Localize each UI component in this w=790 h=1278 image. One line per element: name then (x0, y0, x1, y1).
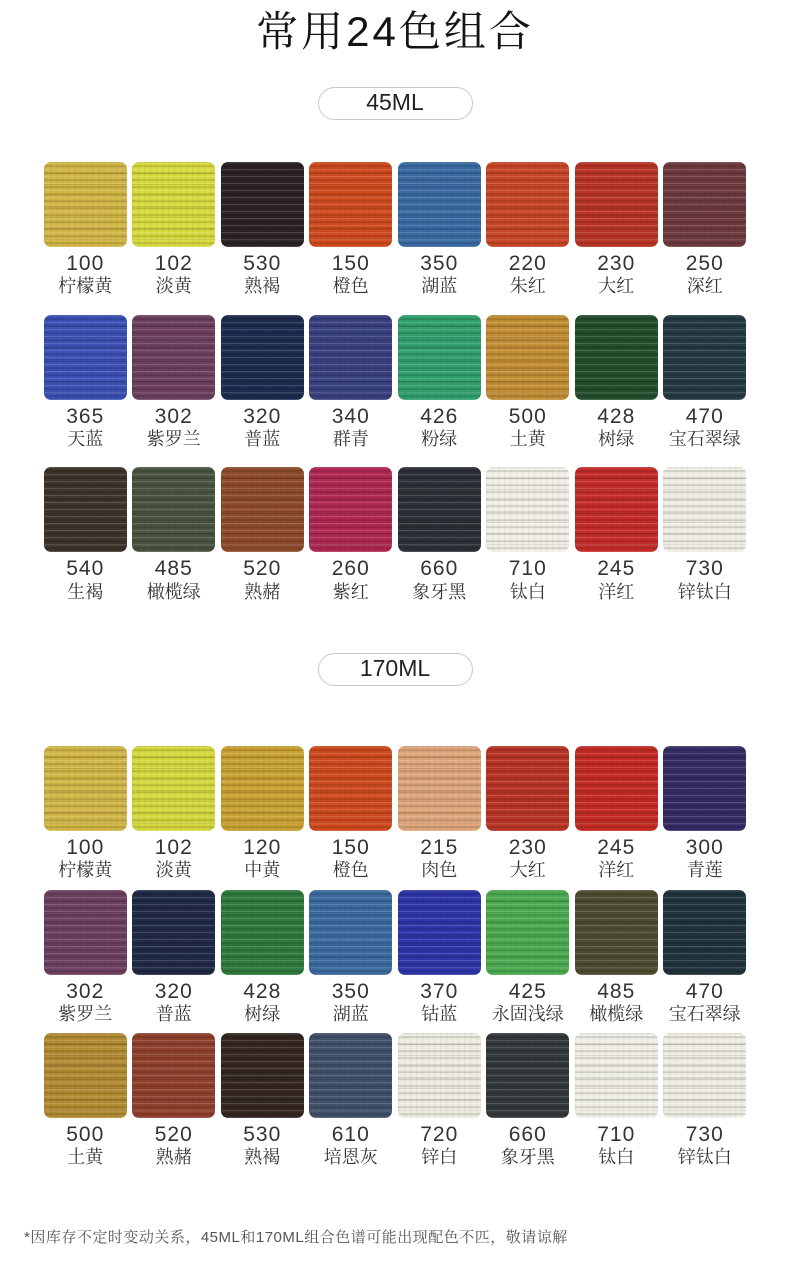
swatch-name: 宝石翠绿 (668, 1003, 741, 1024)
paint-swatch (132, 890, 215, 975)
swatch-row (41, 162, 749, 298)
swatch-row (41, 315, 749, 451)
paint-swatch (309, 315, 392, 400)
swatch-cell (307, 315, 396, 451)
paint-swatch (398, 467, 481, 552)
paint-swatch (398, 162, 481, 247)
paint-swatch (663, 315, 746, 400)
swatch-code: 425 (508, 979, 547, 1003)
swatch-name: 中黄 (244, 860, 281, 881)
paint-swatch (486, 467, 569, 552)
swatch-name: 大红 (509, 860, 546, 881)
swatch-code: 485 (154, 557, 193, 581)
swatch-cell (484, 746, 573, 882)
swatch-cell (41, 315, 130, 451)
swatch-cell (661, 746, 750, 882)
swatch-row (41, 1033, 749, 1169)
swatch-cell (218, 746, 307, 882)
paint-swatch (663, 467, 746, 552)
swatch-name: 湖蓝 (421, 276, 458, 297)
page-title: 常用24色组合 (256, 8, 534, 55)
swatch-name: 土黄 (67, 1147, 104, 1168)
swatch-name: 橙色 (332, 860, 369, 881)
paint-swatch (663, 890, 746, 975)
swatch-name: 洋红 (598, 581, 635, 602)
paint-swatch (44, 162, 127, 247)
swatch-name: 青莲 (686, 860, 723, 881)
swatch-code: 428 (597, 404, 636, 428)
swatch-name: 淡黄 (155, 276, 192, 297)
swatch-cell (395, 1033, 484, 1169)
swatch-cell (307, 890, 396, 1026)
paint-swatch (398, 746, 481, 831)
paint-swatch (486, 890, 569, 975)
swatch-code: 250 (685, 252, 724, 276)
swatch-cell (484, 162, 573, 298)
swatch-code: 530 (243, 1123, 282, 1147)
swatch-name: 橄榄绿 (146, 581, 201, 602)
paint-swatch (221, 746, 304, 831)
swatch-code: 730 (685, 557, 724, 581)
swatch-name: 熟赭 (155, 1147, 192, 1168)
swatch-cell (41, 162, 130, 298)
swatch-name: 粉绿 (421, 428, 458, 449)
swatch-cell (572, 890, 661, 1026)
swatch-cell (484, 315, 573, 451)
swatch-code: 245 (597, 836, 636, 860)
swatch-cell (41, 890, 130, 1026)
paint-swatch (398, 1033, 481, 1118)
swatch-code: 500 (508, 404, 547, 428)
swatch-cell (395, 890, 484, 1026)
swatch-name: 柠檬黄 (58, 276, 113, 297)
swatch-code: 220 (508, 252, 547, 276)
swatch-cell (395, 467, 484, 603)
swatch-code: 260 (331, 557, 370, 581)
swatch-name: 朱红 (509, 276, 546, 297)
swatch-code: 302 (154, 404, 193, 428)
swatch-cell (572, 746, 661, 882)
paint-swatch (486, 746, 569, 831)
paint-swatch (663, 1033, 746, 1118)
swatch-name: 钛白 (598, 1147, 635, 1168)
paint-swatch (132, 746, 215, 831)
swatch-name: 象牙黑 (412, 581, 467, 602)
swatch-code: 320 (243, 404, 282, 428)
paint-swatch (398, 315, 481, 400)
swatch-code: 300 (685, 836, 724, 860)
swatch-code: 660 (420, 557, 459, 581)
swatch-cell (130, 746, 219, 882)
swatch-cell (130, 467, 219, 603)
swatch-cell (661, 315, 750, 451)
swatch-cell (661, 162, 750, 298)
swatch-name: 天蓝 (67, 428, 104, 449)
paint-swatch (44, 1033, 127, 1118)
swatch-name: 钴蓝 (421, 1003, 458, 1024)
swatch-cell (41, 746, 130, 882)
swatch-name: 熟褐 (244, 1147, 281, 1168)
swatch-code: 500 (66, 1123, 105, 1147)
swatch-name: 熟褐 (244, 276, 281, 297)
swatch-cell (661, 1033, 750, 1169)
swatch-code: 350 (331, 979, 370, 1003)
paint-swatch (309, 1033, 392, 1118)
paint-swatch (44, 890, 127, 975)
paint-swatch (309, 890, 392, 975)
swatch-code: 520 (154, 1123, 193, 1147)
swatch-code: 245 (597, 557, 636, 581)
swatch-code: 428 (243, 979, 282, 1003)
swatch-code: 150 (331, 836, 370, 860)
swatch-cell (130, 162, 219, 298)
swatch-cell (395, 315, 484, 451)
paint-swatch (221, 467, 304, 552)
paint-swatch (132, 315, 215, 400)
swatch-code: 370 (420, 979, 459, 1003)
paint-swatch (132, 162, 215, 247)
paint-swatch (44, 467, 127, 552)
swatch-name: 橙色 (332, 276, 369, 297)
swatch-code: 102 (154, 252, 193, 276)
swatch-code: 100 (66, 252, 105, 276)
swatch-name: 土黄 (509, 428, 546, 449)
swatch-name: 肉色 (421, 860, 458, 881)
paint-swatch (486, 315, 569, 400)
swatch-cell (484, 467, 573, 603)
swatch-code: 102 (154, 836, 193, 860)
swatch-code: 215 (420, 836, 459, 860)
swatch-cell (395, 162, 484, 298)
swatch-code: 470 (685, 404, 724, 428)
paint-swatch (398, 890, 481, 975)
paint-swatch (663, 162, 746, 247)
swatch-code: 426 (420, 404, 459, 428)
paint-swatch (221, 890, 304, 975)
paint-swatch (221, 315, 304, 400)
swatch-cell (572, 315, 661, 451)
swatch-cell (218, 890, 307, 1026)
swatch-cell (307, 746, 396, 882)
swatch-cell (218, 315, 307, 451)
swatch-code: 470 (685, 979, 724, 1003)
swatch-code: 485 (597, 979, 636, 1003)
swatch-name: 锌白 (421, 1147, 458, 1168)
swatch-cell (484, 1033, 573, 1169)
swatch-name: 树绿 (598, 428, 635, 449)
swatch-code: 230 (597, 252, 636, 276)
size-badge-wrap-45ml (0, 87, 790, 120)
paint-swatch (132, 1033, 215, 1118)
swatch-cell (395, 746, 484, 882)
paint-swatch (221, 162, 304, 247)
paint-swatch (575, 467, 658, 552)
swatch-name: 大红 (598, 276, 635, 297)
swatch-code: 720 (420, 1123, 459, 1147)
swatch-name: 紫红 (332, 581, 369, 602)
swatch-cell (572, 162, 661, 298)
swatch-code: 530 (243, 252, 282, 276)
swatch-name: 紫罗兰 (146, 428, 201, 449)
swatch-code: 610 (331, 1123, 370, 1147)
swatch-cell (41, 1033, 130, 1169)
size-badge-170ml: 170ML (318, 653, 473, 686)
paint-swatch (575, 890, 658, 975)
paint-swatch (44, 746, 127, 831)
paint-swatch (663, 746, 746, 831)
swatch-name: 柠檬黄 (58, 860, 113, 881)
swatch-row (41, 467, 749, 603)
swatch-grid-45ml (41, 162, 749, 603)
swatch-code: 710 (508, 557, 547, 581)
swatch-code: 340 (331, 404, 370, 428)
size-badge-wrap-170ml (0, 653, 790, 686)
stock-disclaimer-note: *因库存不定时变动关系，45ML和170ML组合色谱可能出现配色不匹，敬请谅解 (24, 1228, 568, 1246)
swatch-cell (218, 467, 307, 603)
swatch-name: 生褐 (67, 581, 104, 602)
swatch-code: 100 (66, 836, 105, 860)
swatch-code: 540 (66, 557, 105, 581)
paint-swatch (132, 467, 215, 552)
swatch-code: 660 (508, 1123, 547, 1147)
swatch-code: 230 (508, 836, 547, 860)
swatch-name: 湖蓝 (332, 1003, 369, 1024)
swatch-name: 永固浅绿 (491, 1003, 564, 1024)
paint-swatch (486, 162, 569, 247)
paint-swatch (486, 1033, 569, 1118)
swatch-name: 淡黄 (155, 860, 192, 881)
swatch-cell (572, 1033, 661, 1169)
swatch-row (41, 890, 749, 1026)
swatch-cell (572, 467, 661, 603)
swatch-code: 120 (243, 836, 282, 860)
swatch-name: 培恩灰 (323, 1147, 378, 1168)
swatch-code: 520 (243, 557, 282, 581)
swatch-row (41, 746, 749, 882)
swatch-code: 350 (420, 252, 459, 276)
swatch-name: 宝石翠绿 (668, 428, 741, 449)
swatch-grid-170ml (41, 746, 749, 1169)
swatch-cell (484, 890, 573, 1026)
paint-swatch (309, 162, 392, 247)
swatch-name: 普蓝 (244, 428, 281, 449)
paint-swatch (575, 746, 658, 831)
paint-swatch (221, 1033, 304, 1118)
swatch-code: 730 (685, 1123, 724, 1147)
swatch-cell (218, 1033, 307, 1169)
paint-swatch (575, 1033, 658, 1118)
swatch-name: 锌钛白 (677, 581, 732, 602)
paint-swatch (575, 315, 658, 400)
swatch-cell (130, 890, 219, 1026)
swatch-code: 365 (66, 404, 105, 428)
swatch-cell (130, 1033, 219, 1169)
size-badge-45ml: 45ML (318, 87, 473, 120)
paint-swatch (309, 467, 392, 552)
paint-swatch (44, 315, 127, 400)
swatch-name: 锌钛白 (677, 1147, 732, 1168)
swatch-code: 150 (331, 252, 370, 276)
swatch-name: 钛白 (509, 581, 546, 602)
swatch-cell (307, 467, 396, 603)
swatch-name: 橄榄绿 (589, 1003, 644, 1024)
swatch-cell (661, 890, 750, 1026)
swatch-cell (130, 315, 219, 451)
swatch-name: 象牙黑 (500, 1147, 555, 1168)
paint-swatch (575, 162, 658, 247)
swatch-cell (661, 467, 750, 603)
swatch-name: 洋红 (598, 860, 635, 881)
swatch-code: 710 (597, 1123, 636, 1147)
swatch-name: 熟赭 (244, 581, 281, 602)
swatch-name: 群青 (332, 428, 369, 449)
swatch-code: 320 (154, 979, 193, 1003)
swatch-cell (41, 467, 130, 603)
swatch-name: 紫罗兰 (58, 1003, 113, 1024)
swatch-name: 深红 (686, 276, 723, 297)
color-chart-page (0, 8, 790, 1247)
swatch-name: 树绿 (244, 1003, 281, 1024)
swatch-name: 普蓝 (155, 1003, 192, 1024)
swatch-cell (307, 162, 396, 298)
paint-swatch (309, 746, 392, 831)
swatch-code: 302 (66, 979, 105, 1003)
swatch-cell (307, 1033, 396, 1169)
swatch-cell (218, 162, 307, 298)
